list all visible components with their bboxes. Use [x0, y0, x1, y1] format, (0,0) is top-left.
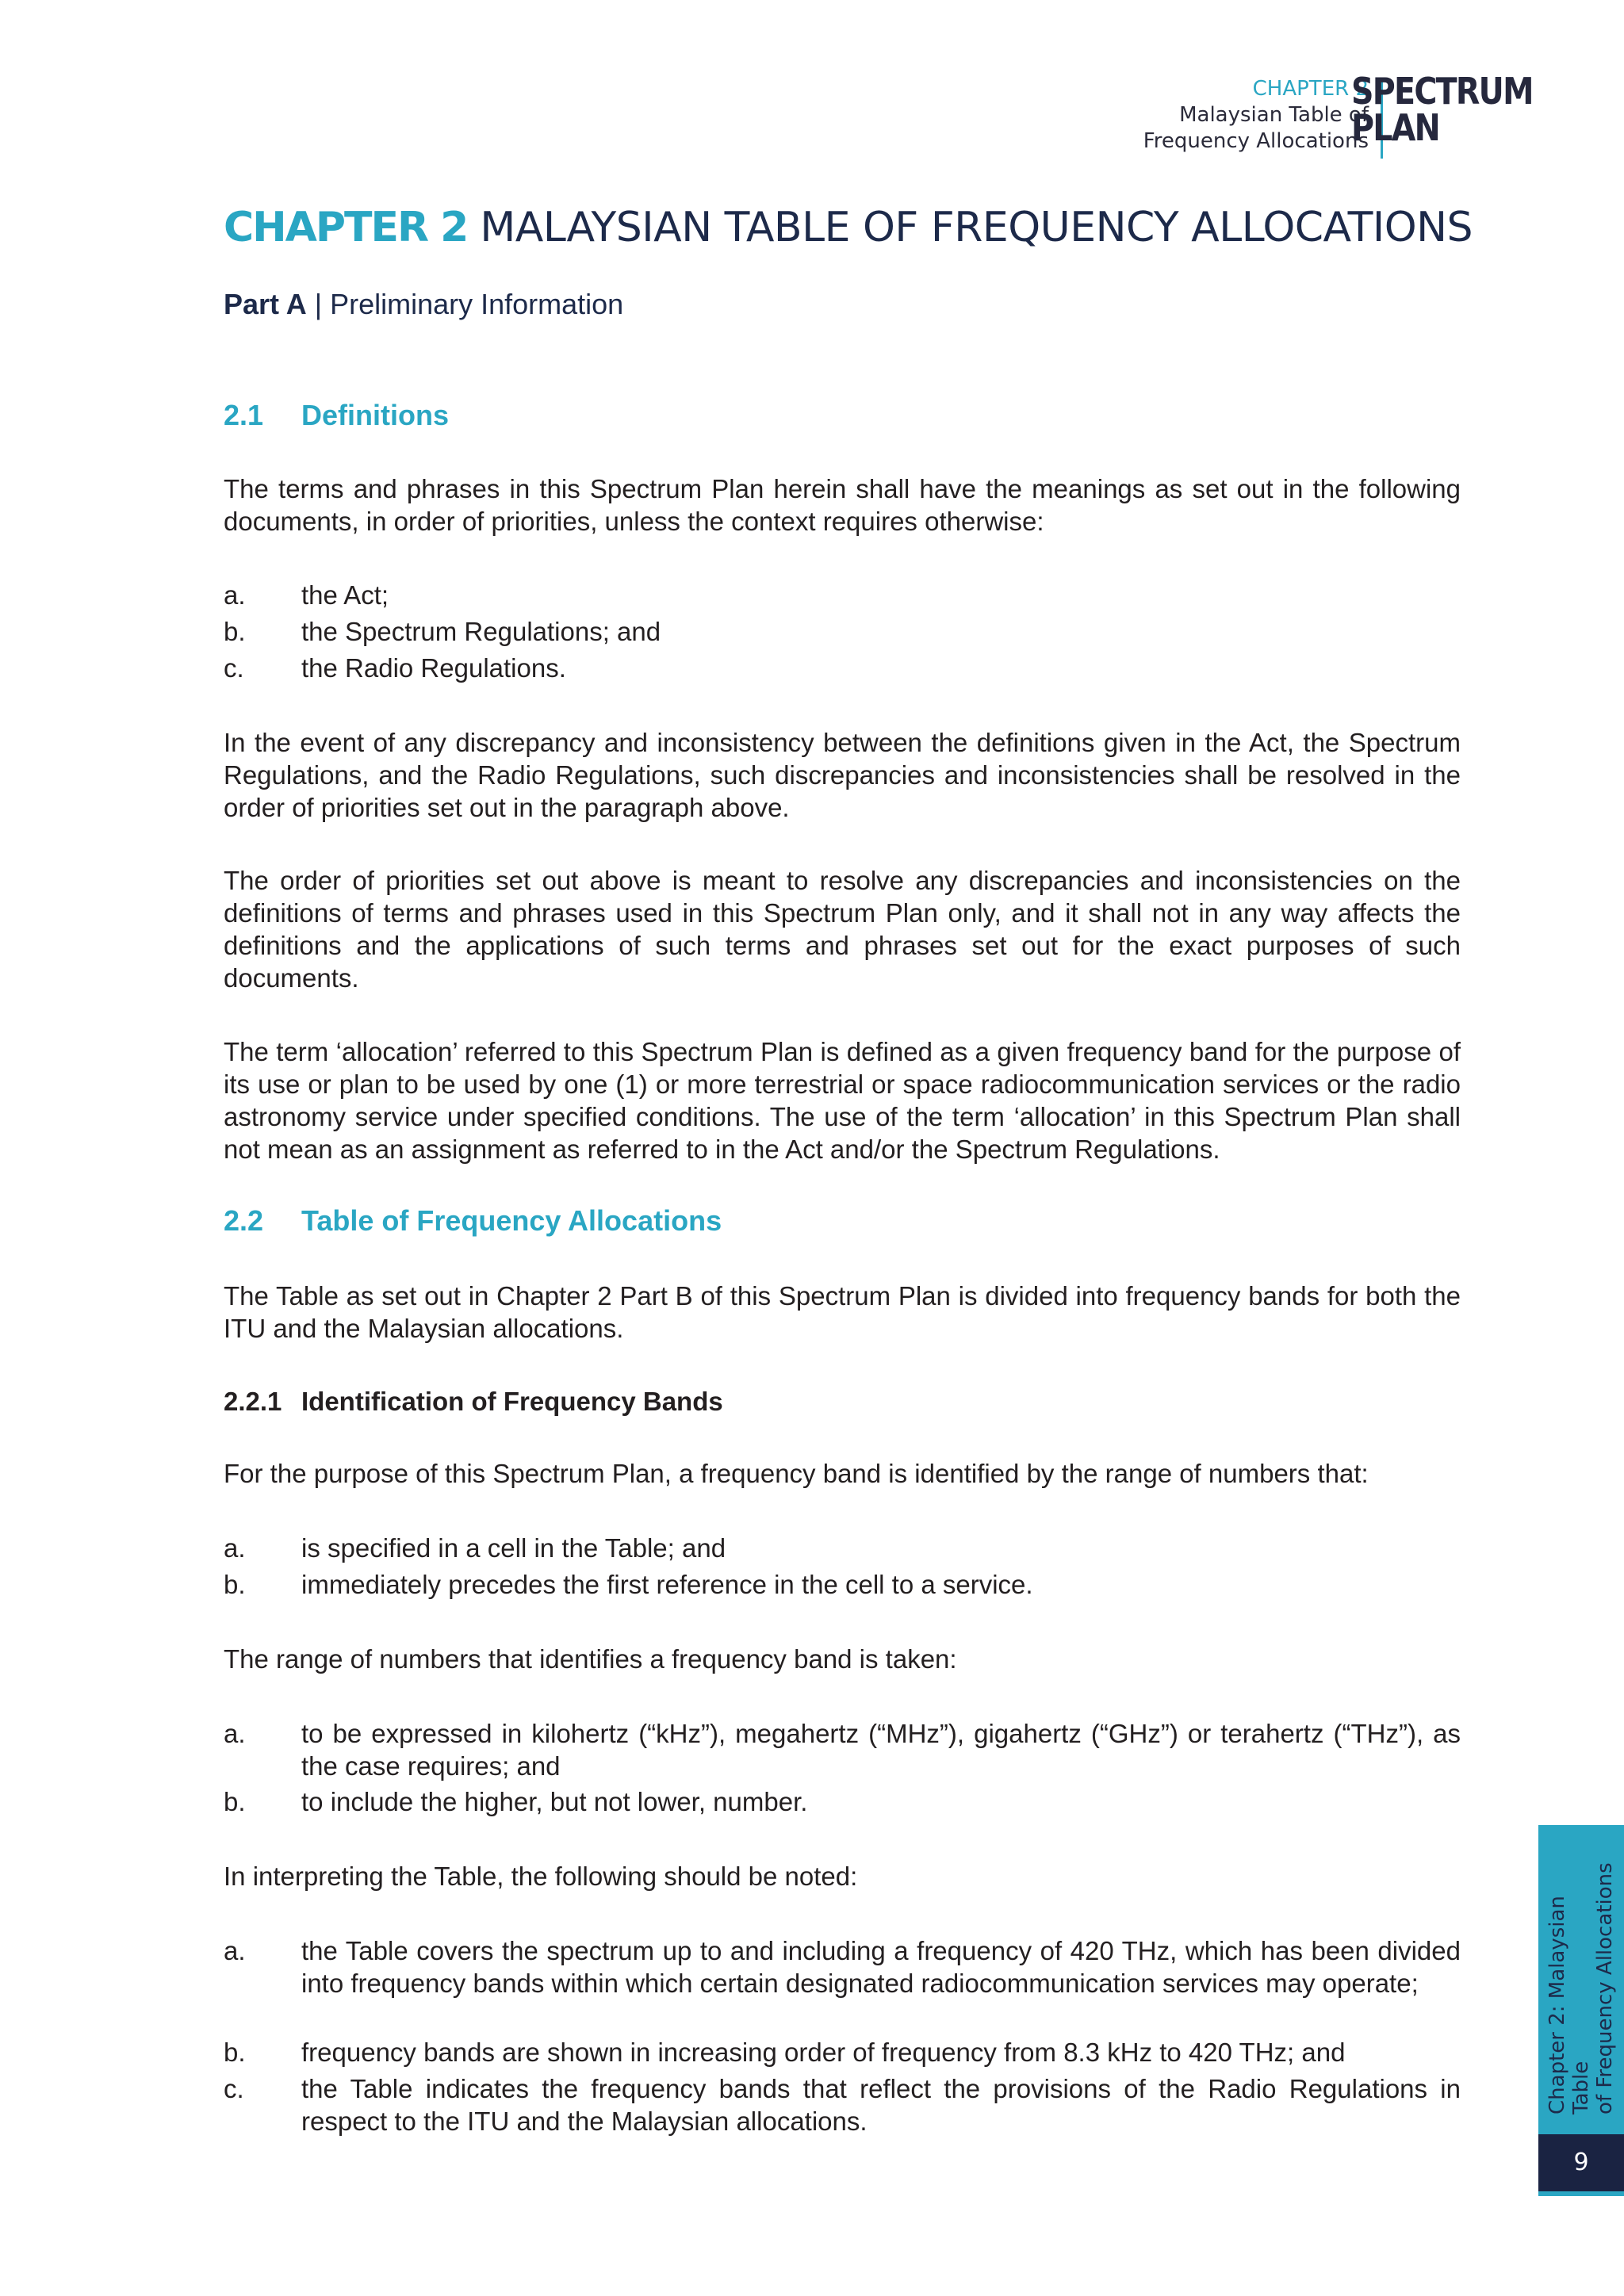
header-chapter: CHAPTER 2 [1252, 77, 1369, 101]
section-number: 2.1 [224, 399, 264, 431]
list-item [224, 1532, 1461, 1564]
list-marker: b. [224, 1787, 246, 1816]
logo-line-2: PLAN [1351, 106, 1440, 149]
list-marker: a. [224, 1936, 246, 1965]
list-text: the Act; [301, 580, 389, 610]
page-number-underline [1538, 2191, 1624, 2196]
list-text: the Table indicates the frequency bands that reflect the provisions of the Radio Regulations in respect to the ITU and the Malaysian allocations. [301, 2074, 1461, 2136]
subsection-number: 2.2.1 [224, 1387, 282, 1416]
page-number: 9 [1538, 2134, 1624, 2191]
side-tab-label [1545, 1845, 1617, 2114]
part-separator: | [306, 288, 331, 320]
list-item [224, 615, 1461, 648]
header-line-1: Malaysian Table of [1179, 103, 1369, 127]
list-marker: a. [224, 580, 246, 610]
list-item [224, 1934, 1461, 1999]
paragraph: The terms and phrases in this Spectrum Plan herein shall have the meanings as set out in the following documents, in order of priorities, unless the context requires otherwise: [224, 474, 1461, 536]
list-item [224, 2072, 1461, 2137]
section-title: Table of Frequency Allocations [301, 1204, 722, 1237]
list-item [224, 1568, 1461, 1601]
paragraph: The order of priorities set out above is meant to resolve any discrepancies and inconsistencies on the definitions of terms and phrases used in this Spectrum Plan only, and it shall not in any way affects the definitions and the applications of such terms and phrases set out for the exact purposes of such documents. [224, 866, 1461, 993]
list-text: immediately precedes the first reference in the cell to a service. [301, 1570, 1033, 1599]
list-text: frequency bands are shown in increasing order of frequency from 8.3 kHz to 420 THz; and [301, 2038, 1346, 2067]
list-item [224, 1717, 1461, 1782]
chapter-title-label: CHAPTER 2 [224, 204, 468, 251]
part-heading [224, 287, 623, 322]
section-2-2-heading [224, 1203, 722, 1238]
list-item [224, 579, 1461, 611]
list-marker: b. [224, 2038, 246, 2067]
list-marker: c. [224, 653, 244, 683]
list-text: the Radio Regulations. [301, 653, 566, 683]
list-marker: c. [224, 2074, 244, 2103]
running-header [988, 70, 1533, 159]
part-text: Preliminary Information [330, 288, 624, 320]
list-marker: b. [224, 617, 246, 646]
section-2-1-heading [224, 398, 449, 433]
side-tab-line-1: Chapter 2: Malaysian Table [1545, 1896, 1593, 2114]
chapter-title [224, 200, 1473, 255]
list-marker: b. [224, 1570, 246, 1599]
paragraph: In the event of any discrepancy and inconsistency between the definitions given in the Act, the Spectrum Regulations, and the Radio Regulations, such discrepancies and inconsistencies shall be resolved in the order of priorities set out in the paragraph above. [224, 728, 1461, 822]
subsection-2-2-1-heading [224, 1385, 723, 1418]
list-text: is specified in a cell in the Table; and [301, 1533, 726, 1563]
subsection-title: Identification of Frequency Bands [301, 1387, 723, 1416]
list-text: to include the higher, but not lower, number. [301, 1787, 808, 1816]
paragraph: For the purpose of this Spectrum Plan, a frequency band is identified by the range of numbers that: [224, 1459, 1369, 1488]
part-label: Part A [224, 288, 307, 320]
logo-line-1: SPECTRUM [1351, 70, 1533, 113]
section-number: 2.2 [224, 1204, 264, 1237]
header-line-2: Frequency Allocations [1143, 129, 1369, 153]
list-text: the Table covers the spectrum up to and including a frequency of 420 THz, which has been divided into frequency bands within which certain designated radiocommunication services may operate; [301, 1936, 1461, 1998]
spectrum-plan-logo [1351, 70, 1533, 149]
paragraph: The Table as set out in Chapter 2 Part B of this Spectrum Plan is divided into frequency bands for both the ITU and the Malaysian allocations. [224, 1281, 1461, 1343]
list-marker: a. [224, 1533, 246, 1563]
paragraph: The range of numbers that identifies a frequency band is taken: [224, 1644, 957, 1674]
list-marker: a. [224, 1719, 246, 1748]
list-text: the Spectrum Regulations; and [301, 617, 661, 646]
header-chapter-info [1004, 76, 1369, 155]
paragraph: The term ‘allocation’ referred to this Spectrum Plan is defined as a given frequency band for the purpose of its use or plan to be used by one (1) or more terrestrial or space radiocommunication services or the radio astronomy service under specified conditions. The use of the term ‘allocation’ in this Spectrum Plan shall not mean as an assignment as referred to in the Act and/or the Spectrum Regulations. [224, 1037, 1461, 1164]
side-tab-line-2: of Frequency Allocations [1593, 1862, 1617, 2114]
list-item [224, 2036, 1461, 2068]
section-title: Definitions [301, 399, 449, 431]
chapter-side-tab [1538, 1825, 1624, 2134]
list-item [224, 652, 1461, 684]
list-text: to be expressed in kilohertz (“kHz”), megahertz (“MHz”), gigahertz (“GHz”) or terahertz (“THz”), as the case requires; and [301, 1719, 1461, 1781]
chapter-title-text: MALAYSIAN TABLE OF FREQUENCY ALLOCATIONS [467, 204, 1473, 251]
list-item [224, 1785, 1461, 1818]
paragraph: In interpreting the Table, the following should be noted: [224, 1862, 858, 1891]
